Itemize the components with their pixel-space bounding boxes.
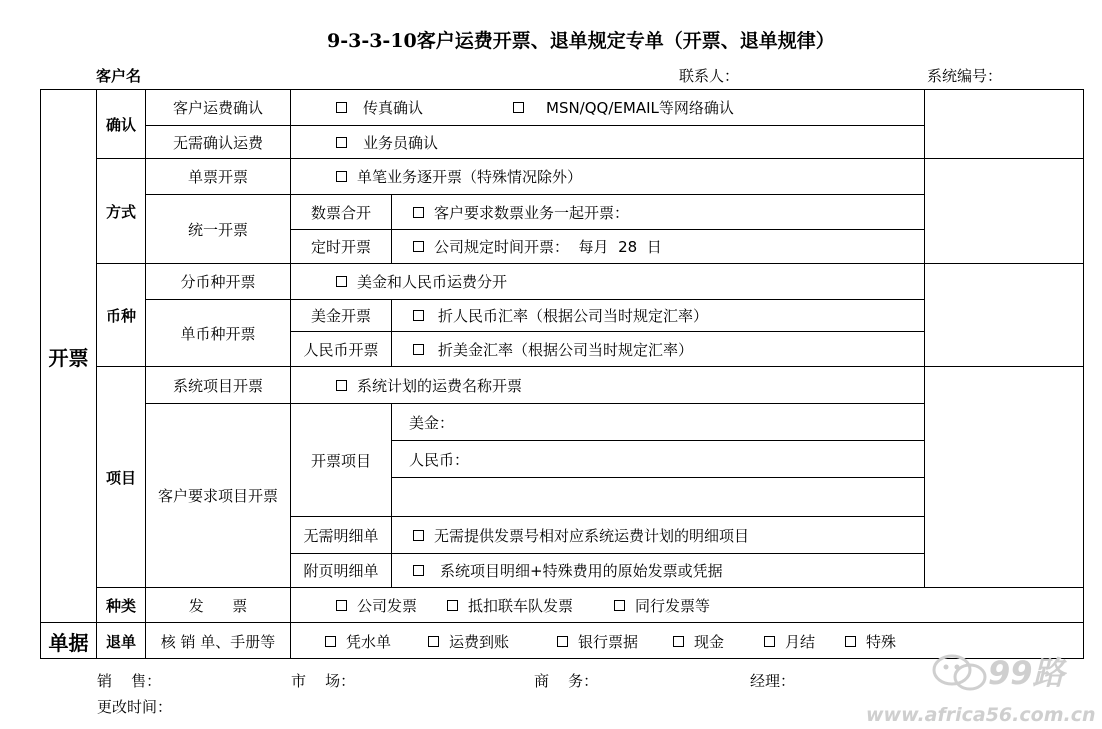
row-label-invoice-items: 开票项目 <box>310 451 371 470</box>
field-usd-amount[interactable]: 美金： <box>409 413 455 432</box>
option-special[interactable]: 特殊 <box>845 623 896 659</box>
option-deduction-invoice[interactable]: 抵扣联车队发票 <box>447 588 573 622</box>
checkbox[interactable] <box>673 636 684 647</box>
row-label-merge-invoice: 数票合开 <box>310 203 371 222</box>
checkbox[interactable] <box>447 600 458 611</box>
option-peer-invoice[interactable]: 同行发票等 <box>614 588 710 622</box>
checkbox[interactable] <box>845 636 856 647</box>
row-label-single-currency: 单币种开票 <box>180 324 256 343</box>
option-rmb-invoice[interactable]: 折美金汇率（根据公司当时规定汇率） <box>413 332 693 366</box>
checkbox[interactable] <box>325 636 336 647</box>
row-label-unified-invoice: 统一开票 <box>187 220 248 239</box>
checkbox[interactable] <box>336 380 347 391</box>
checkbox[interactable] <box>764 636 775 647</box>
option-system-items[interactable]: 系统计划的运费名称开票 <box>336 367 522 403</box>
category-confirm: 确认 <box>105 115 136 134</box>
row-label-no-confirm: 无需确认运费 <box>172 133 263 152</box>
category-currency: 币种 <box>105 306 136 325</box>
contact-label: 联系人： <box>679 67 740 85</box>
option-attached-detail[interactable]: 系统项目明细+特殊费用的原始发票或凭据 <box>413 554 723 587</box>
field-rmb-amount[interactable]: 人民币： <box>409 450 470 469</box>
option-usd-invoice[interactable]: 折人民币汇率（根据公司当时规定汇率） <box>413 300 708 331</box>
option-bank-slip[interactable]: 凭水单 <box>325 623 391 659</box>
option-monthly[interactable]: 月结 <box>764 623 815 659</box>
customer-name-label: 客户名 <box>96 67 142 85</box>
option-cash[interactable]: 现金 <box>673 623 724 659</box>
row-label-customer-items: 客户要求项目开票 <box>157 487 278 505</box>
checkbox[interactable] <box>614 600 625 611</box>
row-label-no-detail: 无需明细单 <box>303 526 379 545</box>
checkbox[interactable] <box>413 344 424 355</box>
section-invoice-label: 开票 <box>48 345 89 370</box>
row-label-customer-freight-confirm: 客户运费确认 <box>172 99 263 117</box>
row-label-system-items: 系统项目开票 <box>172 376 263 395</box>
watermark-url: www.africa56.com.cn <box>866 704 1096 726</box>
row-label-timed-invoice: 定时开票 <box>310 238 371 256</box>
checkbox[interactable] <box>428 636 439 647</box>
checkbox[interactable] <box>336 276 347 287</box>
checkbox[interactable] <box>557 636 568 647</box>
checkbox[interactable] <box>336 600 347 611</box>
row-label-split-currency: 分币种开票 <box>180 273 256 291</box>
watermark-logo-icon <box>930 650 990 698</box>
row-label-refund-docs: 核 销 单、手册等 <box>160 632 276 651</box>
checkbox[interactable] <box>336 137 347 148</box>
option-no-detail[interactable]: 无需提供发票号相对应系统运费计划的明细项目 <box>413 517 749 553</box>
option-merge-invoice[interactable]: 客户要求数票业务一起开票： <box>413 195 629 229</box>
option-single-invoice[interactable]: 单笔业务逐开票（特殊情况除外） <box>336 159 582 194</box>
row-label-usd-invoice: 美金开票 <box>310 307 371 325</box>
option-network-confirm[interactable]: MSN/QQ/EMAIL等网络确认 <box>513 90 734 125</box>
row-label-rmb-invoice: 人民币开票 <box>303 340 379 359</box>
category-kind: 种类 <box>105 596 136 615</box>
checkbox[interactable] <box>413 241 424 252</box>
option-bank-draft[interactable]: 银行票据 <box>557 623 638 659</box>
category-refund: 退单 <box>105 632 136 651</box>
checkbox[interactable] <box>413 565 424 576</box>
row-label-attached-detail: 附页明细单 <box>303 562 379 580</box>
row-label-single-invoice: 单票开票 <box>187 168 248 186</box>
watermark-brand: 99路 <box>988 654 1065 692</box>
footer-business: 商 务： <box>534 672 599 690</box>
category-items: 项目 <box>105 468 136 487</box>
checkbox[interactable] <box>336 171 347 182</box>
option-freight-received[interactable]: 运费到账 <box>428 623 509 659</box>
section-document-label: 单据 <box>48 630 89 655</box>
option-company-invoice[interactable]: 公司发票 <box>336 588 417 622</box>
checkbox[interactable] <box>413 310 424 321</box>
checkbox[interactable] <box>413 207 424 218</box>
footer-sales: 销 售： <box>97 672 162 690</box>
footer-manager: 经理： <box>750 672 796 690</box>
checkbox[interactable] <box>336 102 347 113</box>
option-timed-invoice[interactable]: 公司规定时间开票： 每月 28 日 <box>413 230 662 263</box>
checkbox[interactable] <box>513 102 524 113</box>
option-fax-confirm[interactable]: 传真确认 <box>336 90 423 125</box>
footer-modified-time: 更改时间： <box>97 698 173 716</box>
category-method: 方式 <box>105 202 136 221</box>
footer-market: 市 场： <box>291 672 356 690</box>
page-title: 9-3-3-10客户运费开票、退单规定专单（开票、退单规律） <box>327 30 835 52</box>
system-number-label: 系统编号： <box>927 67 1003 85</box>
option-split-currency[interactable]: 美金和人民币运费分开 <box>336 264 507 299</box>
checkbox[interactable] <box>413 530 424 541</box>
row-label-invoice-kind: 发 票 <box>188 596 248 615</box>
option-salesperson-confirm[interactable]: 业务员确认 <box>336 126 438 158</box>
